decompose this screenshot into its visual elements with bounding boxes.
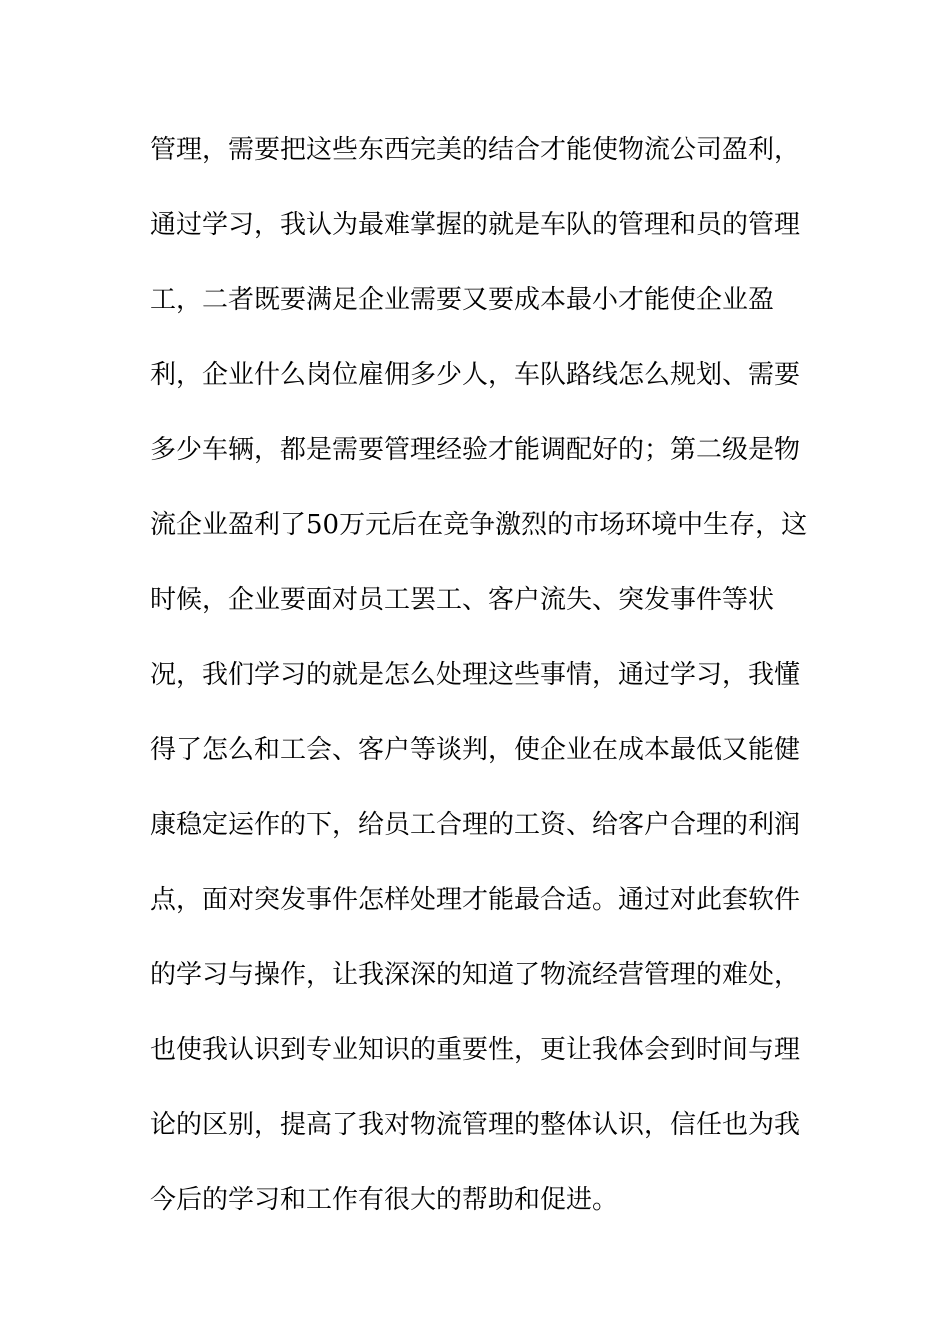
body-text <box>150 126 810 1251</box>
text-line: 多少车辆，都是需要管理经验才能调配好的；第二级是物 <box>150 435 801 465</box>
text-line: 管理，需要把这些东西完美的结合才能使物流公司盈利， <box>150 135 801 165</box>
text-line: 今后的学习和工作有很大的帮助和促进。 <box>150 1185 619 1215</box>
text-line: 况，我们学习的就是怎么处理这些事情，通过学习，我懂 <box>150 660 801 690</box>
text-line: 流企业盈利了50万元后在竞争激烈的市场环境中生存，这 <box>150 510 808 540</box>
text-line: 也使我认识到专业知识的重要性，更让我体会到时间与理 <box>150 1035 801 1065</box>
text-line: 康稳定运作的下，给员工合理的工资、给客户合理的利润 <box>150 810 801 840</box>
text-line: 时候，企业要面对员工罢工、客户流失、突发事件等状 <box>150 585 775 615</box>
text-line: 得了怎么和工会、客户等谈判，使企业在成本最低又能健 <box>150 735 801 765</box>
text-line: 点，面对突发事件怎样处理才能最合适。通过对此套软件 <box>150 885 801 915</box>
text-line: 通过学习，我认为最难掌握的就是车队的管理和员的管理 <box>150 210 801 240</box>
text-line: 工，二者既要满足企业需要又要成本最小才能使企业盈 <box>150 285 775 315</box>
text-line: 论的区别，提高了我对物流管理的整体认识，信任也为我 <box>150 1110 801 1140</box>
text-line: 的学习与操作，让我深深的知道了物流经营管理的难处， <box>150 960 801 990</box>
text-line: 利，企业什么岗位雇佣多少人，车队路线怎么规划、需要 <box>150 360 801 390</box>
